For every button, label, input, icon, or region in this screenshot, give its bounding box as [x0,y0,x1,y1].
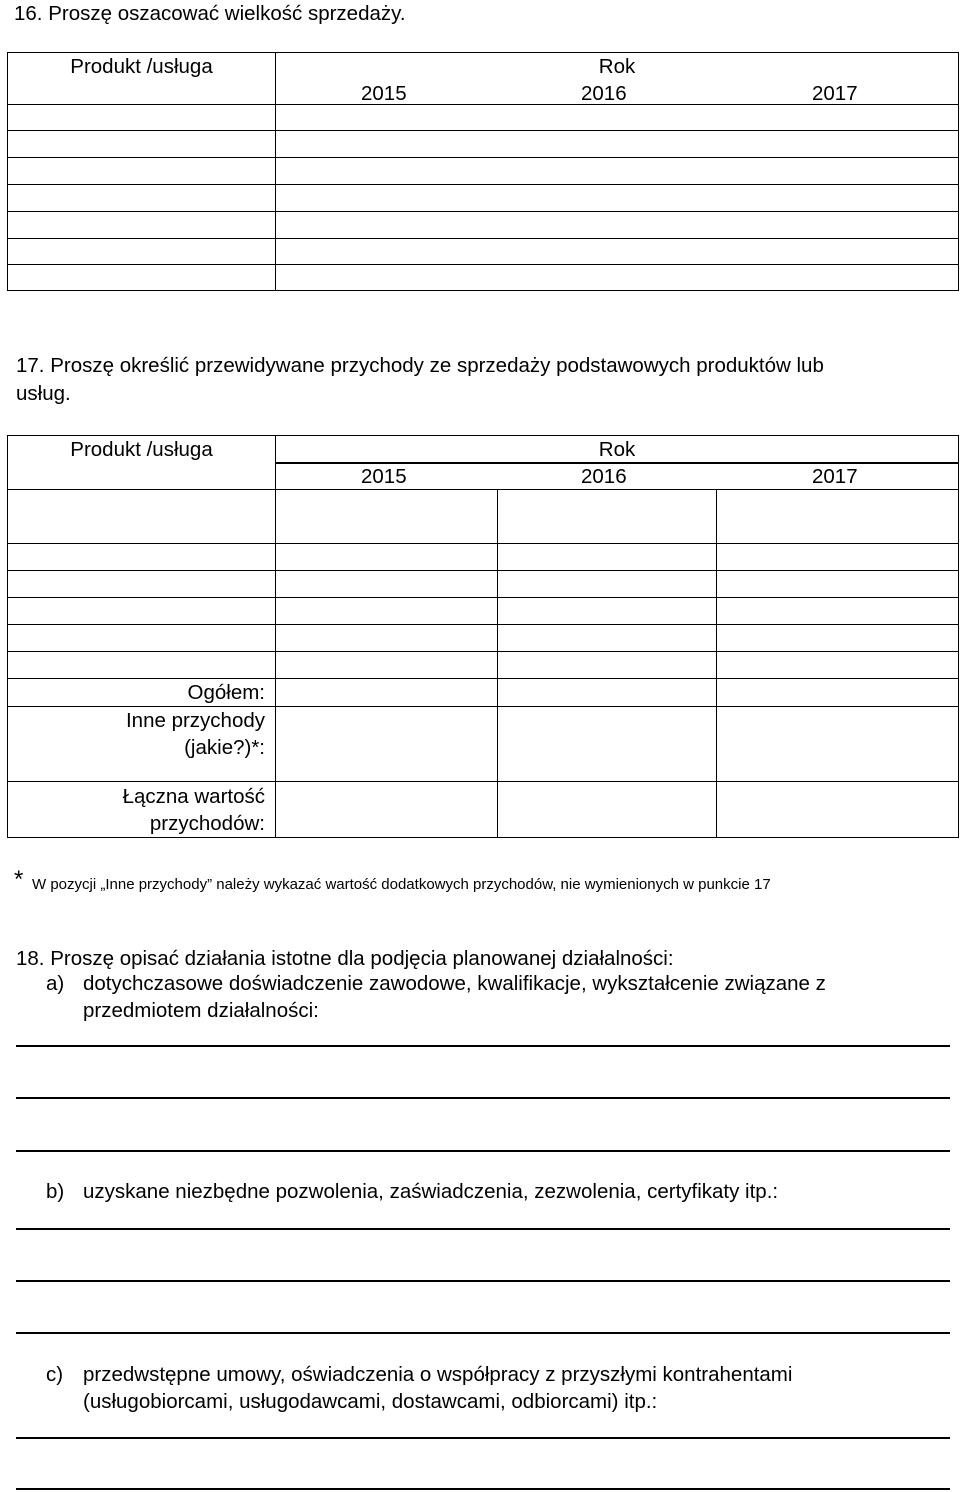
q17-cell[interactable] [8,625,276,652]
q18-c-text-line2: (usługobiorcami, usługodawcami, dostawcami, odbiorcami) itp.: [83,1390,658,1413]
q16-cell[interactable] [276,212,959,239]
q17-cell[interactable] [717,782,959,838]
q17-cell[interactable] [717,598,959,625]
q17-cell[interactable] [276,679,498,707]
q17-cell[interactable] [276,598,498,625]
q16-cell[interactable] [276,239,959,265]
q16-cell[interactable] [276,105,959,131]
q17-cell[interactable] [276,782,498,838]
q18-a-text-line2: przedmiotem działalności: [83,999,319,1022]
q17-cell[interactable] [498,598,717,625]
q16-cell[interactable] [8,105,276,131]
q17-total-label: Ogółem: [8,679,276,707]
q17-heading-line2: usług. [16,382,71,405]
q16-header-year [276,53,959,105]
q17-cell[interactable] [498,679,717,707]
footnote-text: W pozycji „Inne przychody” należy wykazać wartość dodatkowych przychodów, nie wymienionych w punkcie 17 [32,876,771,893]
q17-header-year [276,436,959,490]
q17-cell[interactable] [498,571,717,598]
q17-cell[interactable] [717,490,959,544]
q18-c-marker: c) [46,1363,64,1386]
q18-a-text-line1: dotychczasowe doświadczenie zawodowe, kwalifikacje, wykształcenie związane z [83,972,826,995]
q17-cell[interactable] [717,652,959,679]
q16-cell[interactable] [8,158,276,185]
q17-year-2017: 2017 [812,465,858,488]
answer-line-b1[interactable] [16,1228,950,1230]
q16-cell[interactable] [8,185,276,212]
q16-cell[interactable] [8,212,276,239]
q17-cell[interactable] [8,571,276,598]
q18-a-marker: a) [46,972,65,995]
q17-cell[interactable] [8,598,276,625]
q18-b-marker: b) [46,1180,65,1203]
q16-heading: 16. Proszę oszacować wielkość sprzedaży. [14,2,406,25]
q16-cell[interactable] [276,158,959,185]
q17-year-2016: 2016 [581,465,627,488]
q17-cell[interactable] [717,625,959,652]
q17-cell[interactable] [717,679,959,707]
q17-cell[interactable] [498,490,717,544]
answer-line-c2[interactable] [16,1488,950,1490]
q17-cell[interactable] [8,652,276,679]
answer-line-a2[interactable] [16,1097,950,1099]
q16-cell[interactable] [8,265,276,291]
q17-cell[interactable] [8,544,276,571]
q17-heading-line1: 17. Proszę określić przewidywane przychody ze sprzedaży podstawowych produktów lub [16,354,824,377]
q17-cell[interactable] [8,490,276,544]
q17-cell[interactable] [498,544,717,571]
q17-cell[interactable] [498,782,717,838]
footnote-star: * [14,866,24,893]
q16-cell[interactable] [8,131,276,158]
q17-revenue-table [7,435,959,838]
answer-line-a3[interactable] [16,1150,950,1152]
q17-cell[interactable] [717,707,959,782]
q17-other-label: Inne przychody (jakie?)*: [8,707,276,782]
q16-year-2016: 2016 [581,82,627,105]
q16-rok-label: Rok [598,55,636,78]
q17-cell[interactable] [276,625,498,652]
q17-cell[interactable] [717,571,959,598]
q17-header-product: Produkt /usługa [8,436,276,490]
q16-cell[interactable] [276,265,959,291]
answer-line-c1[interactable] [16,1437,950,1439]
q16-header-product: Produkt /usługa [8,53,276,105]
q17-cell[interactable] [498,707,717,782]
q17-year-2015: 2015 [361,465,407,488]
q16-cell[interactable] [276,185,959,212]
q16-cell[interactable] [276,131,959,158]
q18-heading: 18. Proszę opisać działania istotne dla podjęcia planowanej działalności: [16,947,674,970]
q17-cell[interactable] [498,625,717,652]
q17-rok-label: Rok [598,438,636,461]
answer-line-b2[interactable] [16,1280,950,1282]
q16-year-2017: 2017 [812,82,858,105]
q17-sum-label: Łączna wartość przychodów: [8,782,276,838]
q17-cell[interactable] [276,571,498,598]
q16-year-2015: 2015 [361,82,407,105]
answer-line-b3[interactable] [16,1332,950,1334]
q17-cell[interactable] [276,652,498,679]
q17-cell[interactable] [498,652,717,679]
q17-cell[interactable] [276,544,498,571]
q18-c-text-line1: przedwstępne umowy, oświadczenia o współpracy z przyszłymi kontrahentami [83,1363,793,1386]
q16-cell[interactable] [8,239,276,265]
q17-cell[interactable] [276,707,498,782]
q18-b-text: uzyskane niezbędne pozwolenia, zaświadczenia, zezwolenia, certyfikaty itp.: [83,1180,779,1203]
q16-sales-table [7,52,959,291]
q17-cell[interactable] [717,544,959,571]
answer-line-a1[interactable] [16,1045,950,1047]
q17-cell[interactable] [276,490,498,544]
